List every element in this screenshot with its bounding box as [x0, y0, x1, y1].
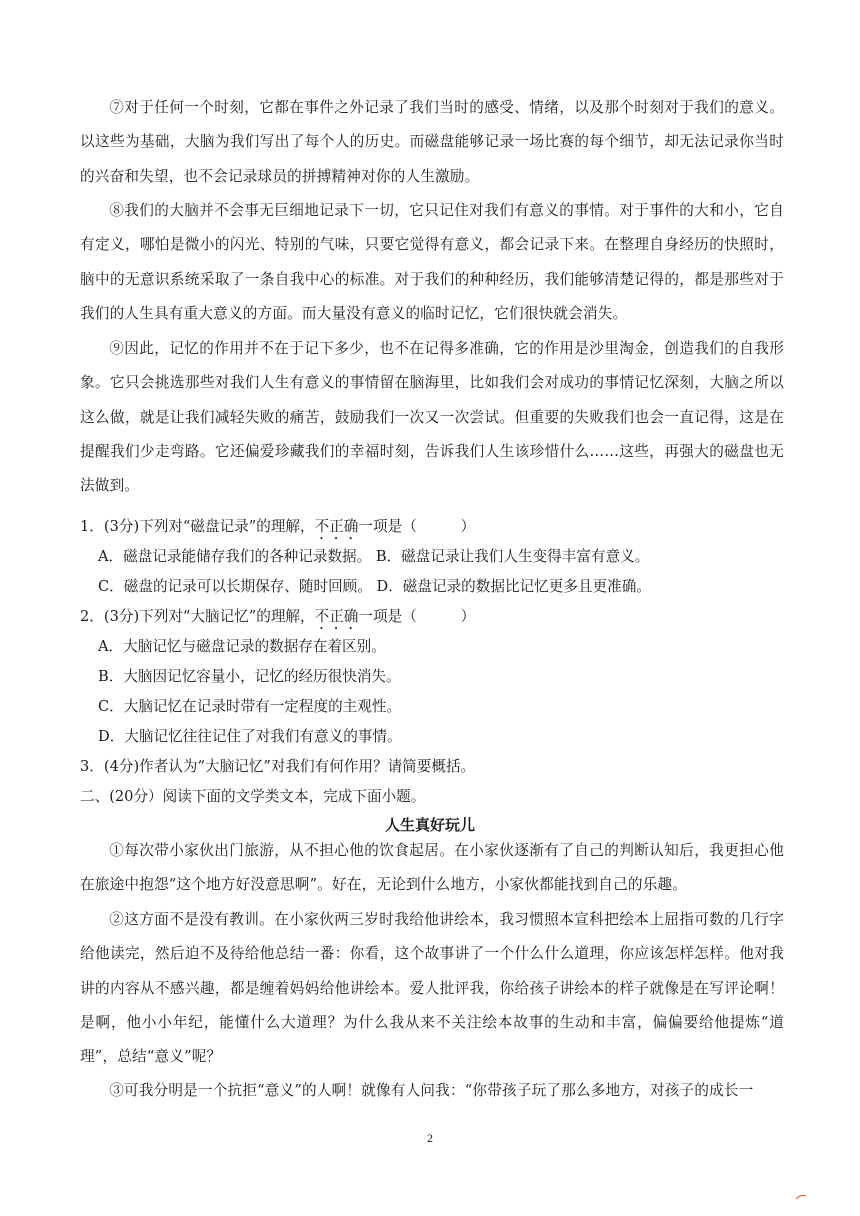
story-paragraph-3: ③可我分明是一个抗拒“意义”的人啊！就像有人问我：“你带孩子玩了那么多地方，对孩子的成长一: [109, 1082, 754, 1099]
question-2-option-a: A．大脑记忆与磁盘记录的数据存在着区别。: [98, 638, 386, 655]
question-2-emphasis: 不正确: [314, 608, 359, 625]
story-title: 人生真好玩儿: [384, 816, 475, 834]
paragraph-7: ⑦对于任何一个时刻，它都在事件之外记录了我们当时的感受、情绪，以及那个时刻对于我们的意义。以这些为基础，大脑为我们写出了每个人的历史。而磁盘能够记录一场比赛的每个细节，却无法记录你当时的兴奋和失望，也不会记录球员的拼搏精神对你的人生激励。: [80, 99, 784, 185]
question-2-stem: [80, 602, 784, 633]
question-1-stem: [80, 512, 784, 543]
corner-mark-icon: [794, 1193, 810, 1201]
question-3-stem: [80, 752, 784, 782]
question-2-option-d: D．大脑记忆往往记住了对我们有意义的事情。: [98, 728, 402, 745]
question-1-options-row-1: A．磁盘记录能储存我们的各种记录数据。 B．磁盘记录让我们人生变得丰富有意义。: [98, 548, 650, 565]
question-2-option-b: B．大脑因记忆容量小，记忆的经历很快消失。: [98, 668, 401, 685]
question-1-suffix: 一项是（ ）: [358, 518, 476, 535]
question-2-suffix: 一项是（ ）: [358, 608, 476, 625]
question-2-prefix: 2．(3分)下列对“大脑记忆”的理解，: [80, 608, 315, 625]
page-number: 2: [427, 1131, 433, 1145]
question-1-prefix: 1．(3分)下列对“磁盘记录”的理解，: [80, 518, 315, 535]
question-1-options-row-2: C．磁盘的记录可以长期保存、随时回顾。 D．磁盘记录的数据比记忆更多且更准确。: [98, 578, 651, 595]
question-1-emphasis: 不正确: [314, 518, 359, 535]
paragraph-8: ⑧我们的大脑并不会事无巨细地记录下一切，它只记住对我们有意义的事情。对于事件的大和小，它自有定义，哪怕是微小的闪光、特别的气味，只要它觉得有意义，都会记录下来。在整理自身经历的快照时，脑中的无意识系统采取了一条自我中心的标准。对于我们的种种经历，我们能够清楚记得的，都是那些对于我们的人生具有重大意义的方面。而大量没有意义的临时记忆，它们很快就会消失。: [80, 202, 784, 322]
story-paragraph-1: ①每次带小家伙出门旅游，从不担心他的饮食起居。在小家伙逐渐有了自己的判断认知后，我更担心他在旅途中抱怨“这个地方好没意思啊”。好在，无论到什么地方，小家伙都能找到自己的乐趣。: [80, 842, 784, 894]
question-3-text: 3．(4分)作者认为“大脑记忆”对我们有何作用？请简要概括。: [80, 758, 476, 775]
question-2-option-c: C．大脑记忆在记录时带有一定程度的主观性。: [98, 698, 402, 715]
story-paragraph-2: ②这方面不是没有教训。在小家伙两三岁时我给他讲绘本，我习惯照本宣科把绘本上屈指可数的几行字给他读完，然后迫不及待给他总结一番：你看，这个故事讲了一个什么什么道理，你应该怎样怎样。他对我讲的内容从不感兴趣，都是缠着妈妈给他讲绘本。爱人批评我，你给孩子讲绘本的样子就像是在写评论啊！是啊，他小小年纪，能懂什么大道理？为什么我从来不关注绘本故事的生动和丰富，偏偏要给他提炼“道理”，总结“意义”呢？: [80, 911, 784, 1066]
section-2-heading: 二、(20分）阅读下面的文学类文本，完成下面小题。: [80, 788, 426, 805]
paragraph-9: ⑨因此，记忆的作用并不在于记下多少，也不在记得多准确，它的作用是沙里淘金，创造我们的自我形象。它只会挑选那些对我们人生有意义的事情留在脑海里，比如我们会对成功的事情记忆深刻，大脑之所以这么做，就是让我们减轻失败的痛苦，鼓励我们一次又一次尝试。但重要的失败我们也会一直记得，这是在提醒我们少走弯路。它还偏爱珍藏我们的幸福时刻，告诉我们人生该珍惜什么……这些，再强大的磁盘也无法做到。: [80, 340, 784, 495]
